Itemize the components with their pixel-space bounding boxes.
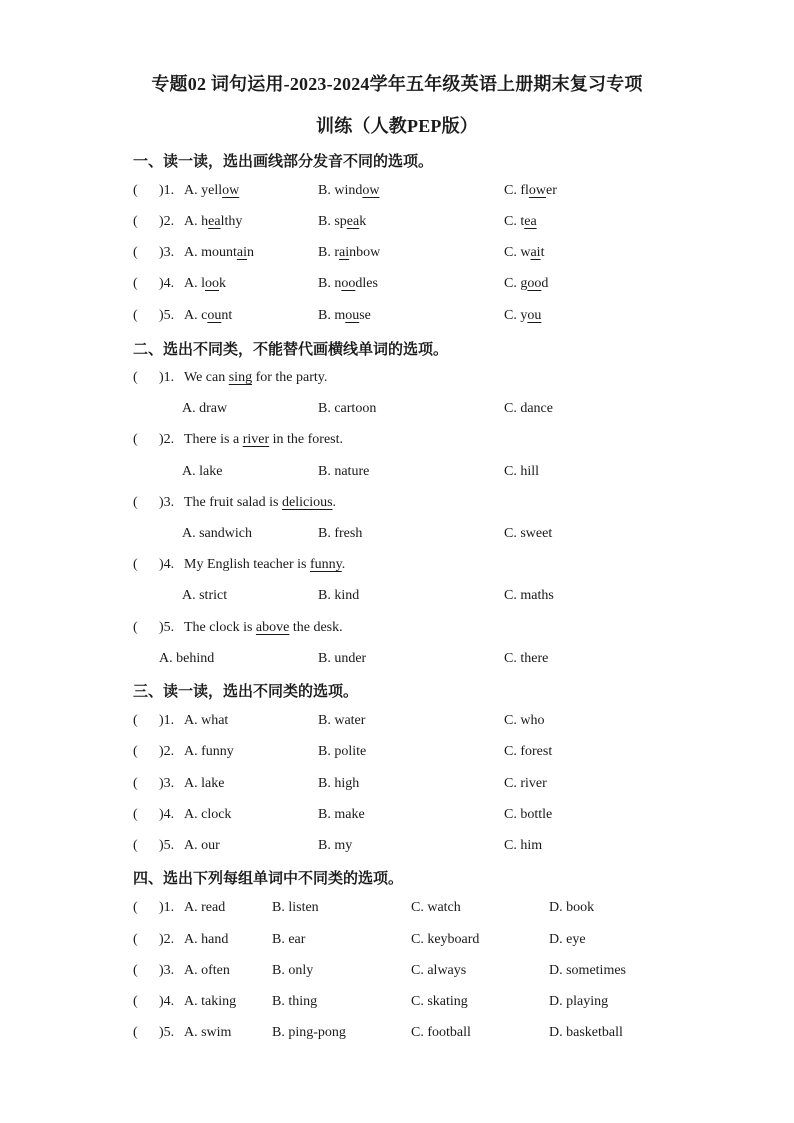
section-2-heading: 二、选出不同类，不能替代画横线单词的选项。 xyxy=(133,342,449,358)
options-row xyxy=(0,588,794,608)
question-row xyxy=(0,838,794,858)
answer-bracket: ( xyxy=(133,713,138,728)
sentence-text: The clock is xyxy=(184,620,256,635)
option-c: C. bottle xyxy=(504,807,553,822)
option-text: C. w xyxy=(504,245,531,260)
answer-bracket: ( xyxy=(133,495,138,510)
underlined-word: above xyxy=(255,620,290,635)
answer-bracket: ( xyxy=(133,276,138,291)
option-text: C. g xyxy=(504,276,528,291)
answer-bracket: ( xyxy=(133,744,138,759)
option-b: B. polite xyxy=(318,744,367,759)
question-number: )5. xyxy=(159,620,175,635)
option-b xyxy=(318,308,371,324)
option-b: B. my xyxy=(318,838,353,853)
question-sentence xyxy=(184,495,336,511)
option-text: B. n xyxy=(318,276,342,291)
underlined-word: funny xyxy=(309,557,342,572)
question-row xyxy=(0,432,794,452)
option-text: k xyxy=(219,276,226,291)
section-3-heading: 三、读一读，选出不同类的选项。 xyxy=(133,684,359,700)
underlined-letters: ow xyxy=(362,183,380,198)
question-number: )5. xyxy=(159,1025,175,1040)
option-text: C. y xyxy=(504,308,528,323)
answer-bracket: ( xyxy=(133,776,138,791)
option-text: A. yell xyxy=(184,183,223,198)
option-c: C. him xyxy=(504,838,543,853)
option-c: C. hill xyxy=(504,464,540,479)
option-text: nt xyxy=(221,308,233,323)
sentence-text: We can xyxy=(184,370,229,385)
option-text: k xyxy=(359,214,367,229)
underlined-word: river xyxy=(242,432,270,447)
option-text: dles xyxy=(355,276,378,291)
question-row xyxy=(0,744,794,764)
underlined-letters: ea xyxy=(346,214,360,229)
underlined-letters: ou xyxy=(345,308,360,323)
question-row xyxy=(0,495,794,515)
option-b: B. kind xyxy=(318,588,360,603)
option-c xyxy=(504,214,537,230)
sentence-text: My English teacher is xyxy=(184,557,310,572)
option-a: A. strict xyxy=(182,588,228,603)
question-number: )1. xyxy=(159,900,175,915)
option-text: C. fl xyxy=(504,183,529,198)
option-text: nbow xyxy=(349,245,381,260)
question-number: )4. xyxy=(159,276,175,291)
options-row xyxy=(0,464,794,484)
option-a: A. clock xyxy=(184,807,232,822)
question-row xyxy=(0,713,794,733)
option-text: se xyxy=(359,308,371,323)
underlined-letters: ea xyxy=(208,214,221,229)
option-a: A. swim xyxy=(184,1025,232,1040)
question-row xyxy=(0,1025,794,1045)
option-b: B. only xyxy=(272,963,314,978)
answer-bracket: ( xyxy=(133,183,138,198)
question-number: )1. xyxy=(159,370,175,385)
option-a xyxy=(184,245,254,261)
question-number: )4. xyxy=(159,557,175,572)
page-subtitle: 训练（人教PEP版） xyxy=(316,116,478,136)
sentence-text: The fruit salad is xyxy=(184,495,282,510)
answer-bracket: ( xyxy=(133,308,138,323)
option-a: A. our xyxy=(184,838,220,853)
sentence-text: for the party. xyxy=(252,370,328,385)
option-c: C. football xyxy=(411,1025,471,1040)
answer-bracket: ( xyxy=(133,245,138,260)
option-c xyxy=(504,308,541,324)
question-number: )3. xyxy=(159,245,175,260)
option-b: B. nature xyxy=(318,464,370,479)
option-a: A. read xyxy=(184,900,226,915)
option-d: D. basketball xyxy=(549,1025,623,1040)
option-c: C. watch xyxy=(411,900,461,915)
option-c: C. who xyxy=(504,713,545,728)
option-c: C. river xyxy=(504,776,547,791)
option-c: C. forest xyxy=(504,744,553,759)
question-number: )3. xyxy=(159,776,175,791)
answer-bracket: ( xyxy=(133,932,138,947)
option-a: A. hand xyxy=(184,932,229,947)
section-4-heading: 四、选出下列每组单词中不同类的选项。 xyxy=(133,871,404,887)
underlined-letters: ou xyxy=(527,308,542,323)
option-b: B. fresh xyxy=(318,526,363,541)
question-row xyxy=(0,308,794,328)
question-sentence xyxy=(184,432,343,448)
question-number: )2. xyxy=(159,214,175,229)
question-number: )4. xyxy=(159,807,175,822)
option-b: B. ear xyxy=(272,932,306,947)
underlined-letters: ai xyxy=(236,245,247,260)
option-c: C. always xyxy=(411,963,467,978)
question-number: )2. xyxy=(159,932,175,947)
option-text: lthy xyxy=(220,214,243,229)
question-number: )4. xyxy=(159,994,175,1009)
question-row xyxy=(0,932,794,952)
option-text: A. mount xyxy=(184,245,237,260)
option-b xyxy=(318,245,380,261)
option-a xyxy=(184,183,239,199)
option-text: B. r xyxy=(318,245,339,260)
answer-bracket: ( xyxy=(133,807,138,822)
option-text: B. sp xyxy=(318,214,347,229)
question-sentence xyxy=(184,370,327,386)
option-c: C. keyboard xyxy=(411,932,480,947)
question-number: )3. xyxy=(159,963,175,978)
option-text: er xyxy=(546,183,557,198)
option-text: B. m xyxy=(318,308,346,323)
question-number: )1. xyxy=(159,183,175,198)
question-row xyxy=(0,214,794,234)
underlined-letters: oo xyxy=(205,276,219,291)
question-row xyxy=(0,276,794,296)
option-a: A. draw xyxy=(182,401,228,416)
question-sentence xyxy=(184,557,345,573)
question-number: )5. xyxy=(159,838,175,853)
sentence-text: There is a xyxy=(184,432,243,447)
option-b: B. listen xyxy=(272,900,319,915)
question-sentence xyxy=(184,620,343,636)
option-text: A. l xyxy=(184,276,205,291)
underlined-letters: ai xyxy=(339,245,350,260)
answer-bracket: ( xyxy=(133,900,138,915)
option-c xyxy=(504,183,557,199)
option-b: B. cartoon xyxy=(318,401,377,416)
answer-bracket: ( xyxy=(133,620,138,635)
answer-bracket: ( xyxy=(133,214,138,229)
page-title: 专题02 词句运用-2023-2024学年五年级英语上册期末复习专项 xyxy=(151,74,643,94)
question-row xyxy=(0,370,794,390)
option-b: B. ping-pong xyxy=(272,1025,346,1040)
underlined-word: delicious xyxy=(281,495,333,510)
answer-bracket: ( xyxy=(133,994,138,1009)
question-number: )5. xyxy=(159,308,175,323)
underlined-word: sing xyxy=(228,370,253,385)
answer-bracket: ( xyxy=(133,432,138,447)
option-b xyxy=(318,276,378,292)
option-a: A. lake xyxy=(184,776,225,791)
question-row xyxy=(0,245,794,265)
option-a xyxy=(184,214,242,230)
answer-bracket: ( xyxy=(133,963,138,978)
option-c xyxy=(504,245,544,261)
option-b: B. make xyxy=(318,807,365,822)
option-a: A. sandwich xyxy=(182,526,252,541)
option-d: D. sometimes xyxy=(549,963,626,978)
option-text: t xyxy=(540,245,545,260)
question-number: )2. xyxy=(159,432,175,447)
option-text: C. t xyxy=(504,214,525,229)
question-number: )2. xyxy=(159,744,175,759)
option-b: B. water xyxy=(318,713,366,728)
question-row xyxy=(0,183,794,203)
option-text: d xyxy=(541,276,549,291)
option-a: A. often xyxy=(184,963,230,978)
option-b xyxy=(318,214,366,230)
option-b: B. thing xyxy=(272,994,318,1009)
underlined-letters: ow xyxy=(528,183,547,198)
underlined-letters: ow xyxy=(222,183,240,198)
option-a: A. behind xyxy=(159,651,215,666)
sentence-text: . xyxy=(341,557,346,572)
options-row xyxy=(0,651,794,671)
option-c xyxy=(504,276,548,292)
option-a xyxy=(184,308,232,324)
option-b xyxy=(318,183,379,199)
sentence-text: . xyxy=(332,495,337,510)
option-d: D. book xyxy=(549,900,595,915)
option-d: D. playing xyxy=(549,994,609,1009)
underlined-letters: oo xyxy=(527,276,542,291)
question-row xyxy=(0,557,794,577)
option-b: B. high xyxy=(318,776,360,791)
option-c: C. maths xyxy=(504,588,554,603)
option-a: A. lake xyxy=(182,464,223,479)
option-text: B. wind xyxy=(318,183,363,198)
underlined-letters: ai xyxy=(530,245,541,260)
answer-bracket: ( xyxy=(133,1025,138,1040)
option-a: A. taking xyxy=(184,994,237,1009)
answer-bracket: ( xyxy=(133,838,138,853)
question-row xyxy=(0,994,794,1014)
answer-bracket: ( xyxy=(133,370,138,385)
underlined-letters: ea xyxy=(524,214,537,229)
option-text: A. h xyxy=(184,214,209,229)
question-row xyxy=(0,620,794,640)
answer-bracket: ( xyxy=(133,557,138,572)
option-text: n xyxy=(247,245,254,260)
option-c: C. skating xyxy=(411,994,468,1009)
option-d: D. eye xyxy=(549,932,586,947)
question-number: )1. xyxy=(159,713,175,728)
option-a xyxy=(184,276,226,292)
option-a: A. what xyxy=(184,713,229,728)
option-text: A. c xyxy=(184,308,208,323)
question-row xyxy=(0,900,794,920)
underlined-letters: oo xyxy=(341,276,356,291)
sentence-text: the desk. xyxy=(289,620,343,635)
option-c: C. dance xyxy=(504,401,553,416)
underlined-letters: ou xyxy=(207,308,222,323)
option-a: A. funny xyxy=(184,744,234,759)
options-row xyxy=(0,401,794,421)
section-1-heading: 一、读一读，选出画线部分发音不同的选项。 xyxy=(133,154,434,170)
option-b: B. under xyxy=(318,651,367,666)
option-c: C. sweet xyxy=(504,526,553,541)
options-row xyxy=(0,526,794,546)
question-number: )3. xyxy=(159,495,175,510)
question-row xyxy=(0,776,794,796)
question-row xyxy=(0,963,794,983)
sentence-text: in the forest. xyxy=(269,432,344,447)
option-c: C. there xyxy=(504,651,549,666)
question-row xyxy=(0,807,794,827)
